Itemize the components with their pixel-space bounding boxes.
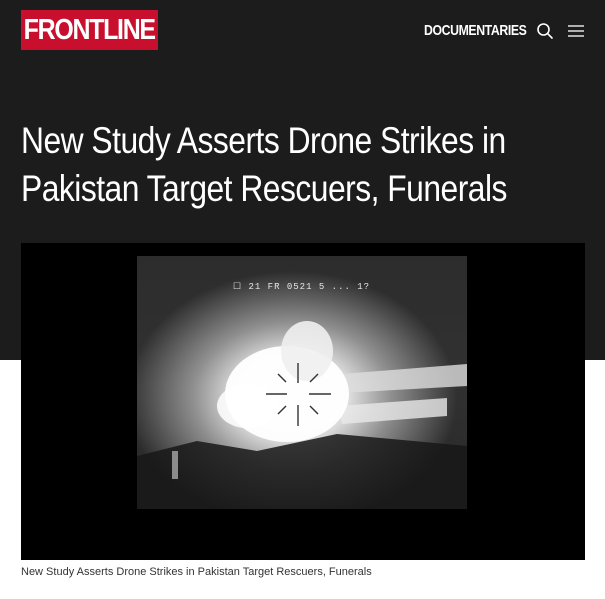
nav-documentaries-link[interactable]: DOCUMENTARIES: [424, 22, 527, 39]
drone-strike-video-still: [137, 256, 467, 509]
frontline-logo[interactable]: FRONTLINE: [21, 10, 158, 50]
video-caption: New Study Asserts Drone Strikes in Pakistan Target Rescuers, Funerals: [21, 566, 372, 578]
svg-text:☐ 21 FR 0521 5 ... 1?: ☐ 21 FR 0521 5 ... 1?: [233, 282, 371, 292]
site-header: [0, 0, 605, 62]
video-player[interactable]: [21, 243, 585, 560]
hamburger-menu-icon[interactable]: [566, 21, 586, 41]
article-headline: New Study Asserts Drone Strikes in Pakistan Target Rescuers, Funerals: [21, 120, 507, 209]
search-icon[interactable]: [535, 21, 555, 41]
